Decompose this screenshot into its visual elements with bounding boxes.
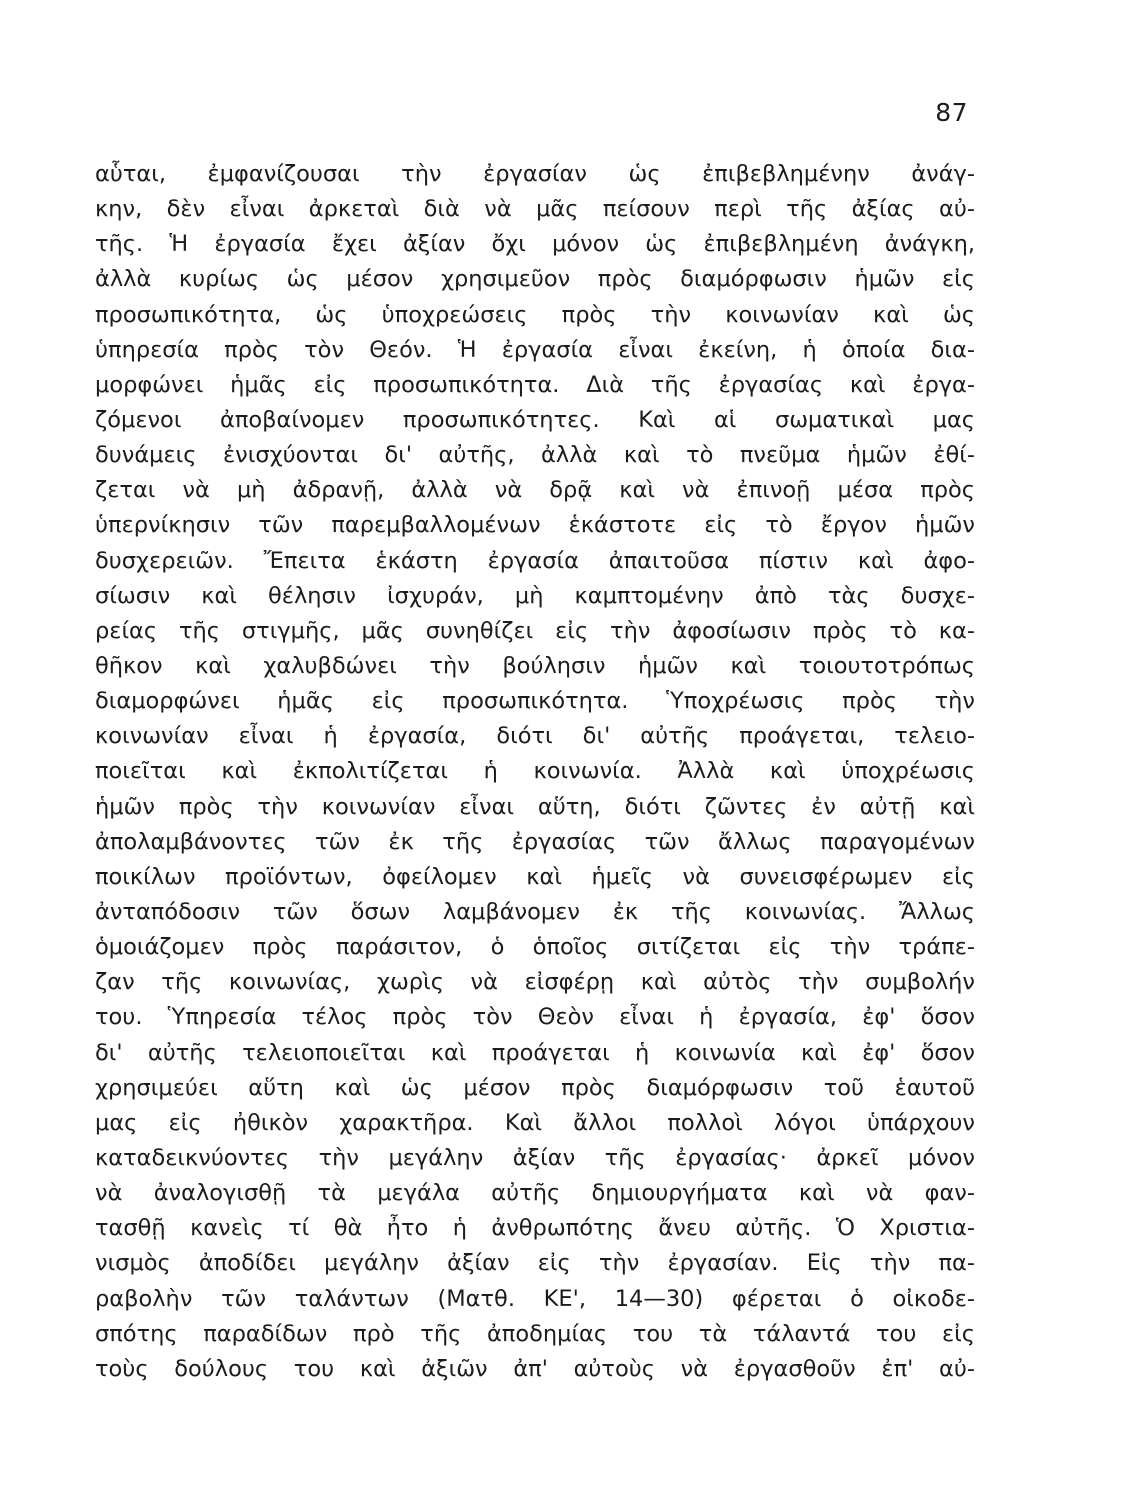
text-line: τῆς. Ἡ ἐργασία ἔχει ἀξίαν ὄχι μόνον ὡς ἐπιβεβλημένη ἀνάγκη, [95, 231, 975, 258]
text-line: ζόμενοι ἀποβαίνομεν προσωπικότητες. Καὶ αἱ σωματικαὶ μας [95, 406, 975, 433]
text-line: ποιεῖται καὶ ἐκπολιτίζεται ἡ κοινωνία. Ἀλλὰ καὶ ὑποχρέωσις [95, 758, 975, 785]
text-line: ποικίλων προϊόντων, ὀφείλομεν καὶ ἡμεῖς νὰ συνεισφέρωμεν εἰς [95, 863, 975, 890]
text-line: του. Ὑπηρεσία τέλος πρὸς τὸν Θεὸν εἶναι ἡ ἐργασία, ἐφ' ὅσον [95, 1004, 975, 1031]
body-text [95, 157, 975, 1387]
text-line: προσωπικότητα, ὡς ὑποχρεώσεις πρὸς τὴν κοινωνίαν καὶ ὡς [95, 301, 975, 328]
text-line: ζεται νὰ μὴ ἀδρανῇ, ἀλλὰ νὰ δρᾷ καὶ νὰ ἐπινοῇ μέσα πρὸς [95, 477, 975, 504]
text-line: ἀπολαμβάνοντες τῶν ἐκ τῆς ἐργασίας τῶν ἄλλως παραγομένων [95, 828, 975, 855]
text-line: μορφώνει ἡμᾶς εἰς προσωπικότητα. Διὰ τῆς ἐργασίας καὶ ἐργα- [95, 371, 975, 398]
text-line: νισμὸς ἀποδίδει μεγάλην ἀξίαν εἰς τὴν ἐργασίαν. Εἰς τὴν πα- [95, 1250, 975, 1277]
text-line: ὑπηρεσία πρὸς τὸν Θεόν. Ἡ ἐργασία εἶναι ἐκείνη, ἡ ὁποία δια- [95, 336, 975, 363]
text-line: ὁμοιάζομεν πρὸς παράσιτον, ὁ ὁποῖος σιτίζεται εἰς τὴν τράπε- [95, 934, 975, 961]
text-line: ἀλλὰ κυρίως ὡς μέσον χρησιμεῦον πρὸς διαμόρφωσιν ἡμῶν εἰς [95, 266, 975, 293]
text-line: σίωσιν καὶ θέλησιν ἰσχυράν, μὴ καμπτομένην ἀπὸ τὰς δυσχε- [95, 582, 975, 609]
page-number: 87 [935, 98, 968, 127]
text-line: τασθῇ κανεὶς τί θὰ ἦτο ἡ ἀνθρωπότης ἄνευ αὐτῆς. Ὁ Χριστια- [95, 1215, 975, 1242]
text-line: διαμορφώνει ἡμᾶς εἰς προσωπικότητα. Ὑποχρέωσις πρὸς τὴν [95, 688, 975, 715]
text-line: σπότης παραδίδων πρὸ τῆς ἀποδημίας του τὰ τάλαντά του εἰς [95, 1320, 975, 1347]
text-line: ζαν τῆς κοινωνίας, χωρὶς νὰ εἰσφέρῃ καὶ αὐτὸς τὴν συμβολήν [95, 969, 975, 996]
text-line: δυνάμεις ἐνισχύονται δι' αὐτῆς, ἀλλὰ καὶ τὸ πνεῦμα ἡμῶν ἐθί- [95, 442, 975, 469]
text-line: κοινωνίαν εἶναι ἡ ἐργασία, διότι δι' αὐτῆς προάγεται, τελειο- [95, 723, 975, 750]
text-line: θῆκον καὶ χαλυβδώνει τὴν βούλησιν ἡμῶν καὶ τοιουτοτρόπως [95, 652, 975, 679]
text-line: χρησιμεύει αὕτη καὶ ὡς μέσον πρὸς διαμόρφωσιν τοῦ ἑαυτοῦ [95, 1074, 975, 1101]
text-line: ραβολὴν τῶν ταλάντων (Ματθ. ΚΕ', 14—30) φέρεται ὁ οἰκοδε- [95, 1285, 975, 1312]
text-line: μας εἰς ἠθικὸν χαρακτῆρα. Καὶ ἄλλοι πολλοὶ λόγοι ὑπάρχουν [95, 1109, 975, 1136]
text-line: νὰ ἀναλογισθῇ τὰ μεγάλα αὐτῆς δημιουργήματα καὶ νὰ φαν- [95, 1180, 975, 1207]
text-line: καταδεικνύοντες τὴν μεγάλην ἀξίαν τῆς ἐργασίας· ἀρκεῖ μόνον [95, 1144, 975, 1171]
text-line: αὗται, ἐμφανίζουσαι τὴν ἐργασίαν ὡς ἐπιβεβλημένην ἀνάγ- [95, 161, 975, 187]
text-line: ἡμῶν πρὸς τὴν κοινωνίαν εἶναι αὕτη, διότι ζῶντες ἐν αὐτῇ καὶ [95, 793, 975, 820]
text-line: ὑπερνίκησιν τῶν παρεμβαλλομένων ἑκάστοτε εἰς τὸ ἔργον ἡμῶν [95, 512, 975, 539]
text-line: τοὺς δούλους του καὶ ἀξιῶν ἀπ' αὐτοὺς νὰ ἐργασθοῦν ἐπ' αὐ- [95, 1355, 975, 1382]
text-line: δυσχερειῶν. Ἔπειτα ἑκάστη ἐργασία ἀπαιτοῦσα πίστιν καὶ ἀφο- [95, 547, 975, 574]
text-line: ἀνταπόδοσιν τῶν ὅσων λαμβάνομεν ἐκ τῆς κοινωνίας. Ἄλλως [95, 898, 975, 925]
text-line: ρείας τῆς στιγμῆς, μᾶς συνηθίζει εἰς τὴν ἀφοσίωσιν πρὸς τὸ κα- [95, 617, 975, 644]
text-line: κην, δὲν εἶναι ἀρκεταὶ διὰ νὰ μᾶς πείσουν περὶ τῆς ἀξίας αὐ- [95, 196, 975, 223]
text-line: δι' αὐτῆς τελειοποιεῖται καὶ προάγεται ἡ κοινωνία καὶ ἐφ' ὅσον [95, 1039, 975, 1066]
